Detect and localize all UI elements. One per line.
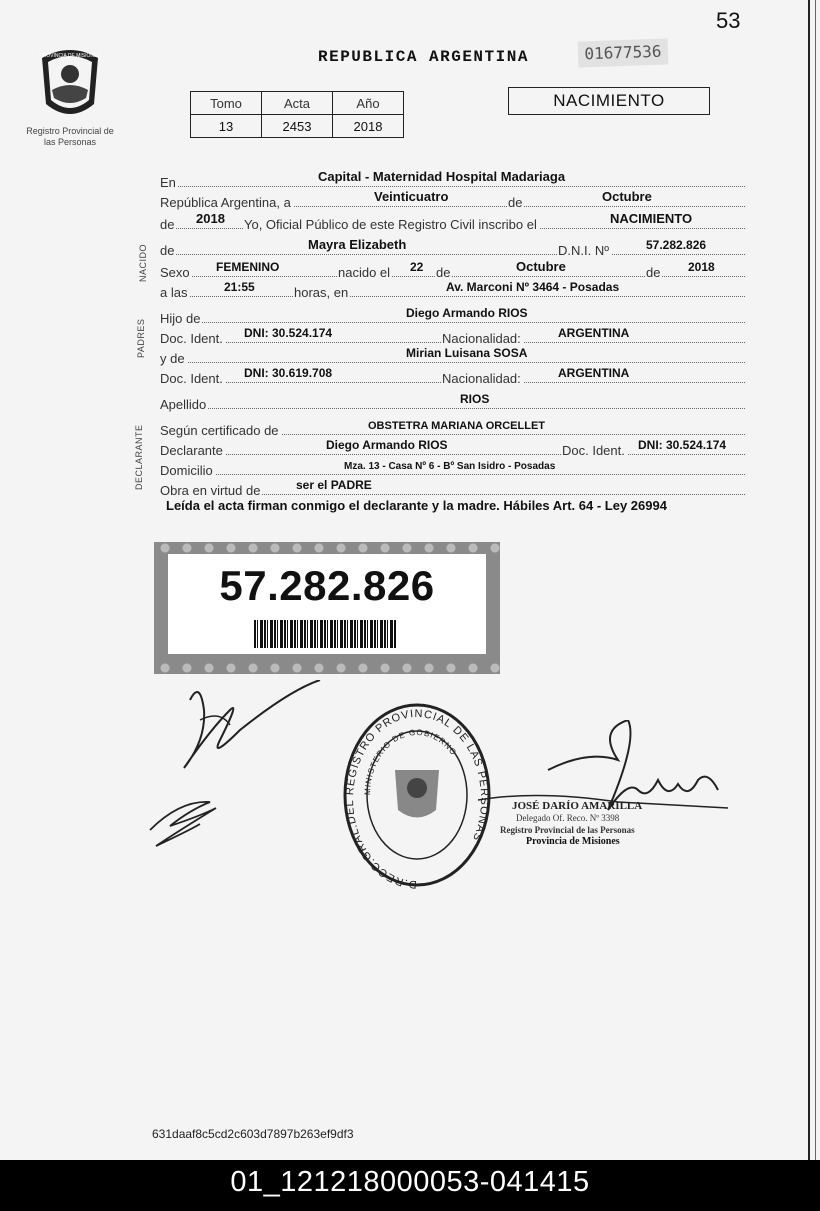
label-domicilio: Domicilio [160, 463, 213, 478]
label-doc-ident-2: Doc. Ident. [160, 371, 223, 386]
closing-text: Leída el acta firman conmigo el declarante y la madre. Hábiles Art. 64 - Ley 26994 [166, 498, 667, 513]
label-de-2: de [160, 217, 175, 232]
row-father [160, 304, 745, 326]
side-label-padres: PADRES [136, 318, 146, 358]
mother-signature [140, 790, 230, 860]
province-seal-logo [34, 44, 106, 124]
label-yo-oficial: Yo, Oficial Público de este Registro Civil inscribo el [244, 217, 537, 232]
label-en: En [160, 175, 176, 190]
registry-header-ano: Año [333, 92, 404, 115]
official-province: Provincia de Misiones [526, 836, 620, 847]
value-day-words: Veinticuatro [374, 189, 449, 204]
official-role: Delegado Of. Reco. Nº 3398 [516, 813, 620, 823]
row-name [160, 236, 745, 258]
value-father-name: Diego Armando RIOS [406, 306, 528, 320]
dni-sticker-inner [168, 554, 486, 654]
value-declarant-name: Diego Armando RIOS [326, 438, 448, 452]
row-inscription [160, 210, 745, 232]
value-place: Capital - Maternidad Hospital Madariaga [318, 169, 566, 184]
value-birth-year: 2018 [688, 260, 715, 274]
row-time-place [160, 278, 745, 300]
row-mother [160, 344, 745, 366]
declarant-signature [170, 680, 330, 780]
value-mother-nationality: ARGENTINA [558, 366, 630, 380]
label-republica-a: República Argentina, a [160, 195, 291, 210]
label-nacionalidad-2: Nacionalidad: [442, 371, 521, 386]
registry-value-ano: 2018 [333, 115, 404, 138]
value-certificate: OBSTETRA MARIANA ORCELLET [368, 420, 546, 432]
label-y-de: y de [160, 351, 185, 366]
registry-value-tomo: 13 [191, 115, 262, 138]
value-dni: 57.282.826 [646, 238, 707, 252]
page-edge-shadow [815, 0, 816, 1160]
label-obra-en-virtud: Obra en virtud de [160, 483, 261, 498]
label-declarante: Declarante [160, 443, 223, 458]
dni-sticker [154, 542, 500, 674]
registry-value-row [191, 115, 404, 138]
logo-caption: Registro Provincial de las Personas [26, 126, 114, 147]
side-label-nacido: NACIDO [138, 243, 148, 282]
label-de-5: de [646, 265, 661, 280]
value-by-virtue: ser el PADRE [296, 478, 372, 492]
value-declarant-doc: DNI: 30.524.174 [638, 438, 727, 452]
row-declarant-address [160, 456, 745, 478]
value-surname: RIOS [460, 392, 490, 406]
page-number: 53 [716, 8, 741, 33]
official-name: JOSÉ DARÍO AMARILLA [512, 800, 643, 812]
document-hash: 631daaf8c5cd2c603d7897b263ef9df3 [152, 1127, 354, 1141]
registry-value-acta: 2453 [262, 115, 333, 138]
official-stamp [340, 700, 495, 890]
row-sex-birth [160, 258, 745, 280]
label-a-las: a las [160, 285, 188, 300]
label-nacionalidad-1: Nacionalidad: [442, 331, 521, 346]
registry-header-row [191, 92, 404, 115]
value-time: 21:55 [224, 280, 255, 294]
label-doc-ident-3: Doc. Ident. [562, 443, 625, 458]
row-mother-doc [160, 364, 745, 386]
row-declarant [160, 436, 745, 458]
value-declarant-address: Mza. 13 - Casa Nº 6 - Bº San Isidro - Posadas [344, 461, 556, 472]
registry-header-acta: Acta [262, 92, 333, 115]
stamp-text: D.RECC.GRAL.DEL REGISTRO PROVINCIAL DE LAS PERSONAS [344, 707, 491, 890]
document-title: REPUBLICA ARGENTINA [318, 48, 529, 66]
value-sex: FEMENINO [216, 260, 280, 274]
label-segun-certificado: Según certificado de [160, 423, 279, 438]
value-birth-month: Octubre [516, 259, 566, 274]
registry-header-tomo: Tomo [191, 92, 262, 115]
value-address: Av. Marconi Nº 3464 - Posadas [446, 280, 620, 294]
label-horas-en: horas, en [294, 285, 349, 300]
value-inscription: NACIMIENTO [610, 211, 693, 226]
label-hijo-de: Hijo de [160, 311, 201, 326]
stamp-inner-text: MINISTERIO DE GOBIERNO [362, 727, 459, 796]
value-father-nationality: ARGENTINA [558, 326, 630, 340]
label-de-3: de [160, 243, 175, 258]
value-father-doc: DNI: 30.524.174 [244, 326, 333, 340]
label-doc-ident-1: Doc. Ident. [160, 331, 223, 346]
label-apellido: Apellido [160, 397, 207, 412]
sticker-border-bottom [154, 662, 500, 674]
value-month: Octubre [602, 189, 652, 204]
value-name: Mayra Elizabeth [308, 237, 407, 252]
document-type-box: NACIMIENTO [508, 87, 710, 115]
scan-id-bar: 01_121218000053-041415 [0, 1160, 820, 1211]
official-signature-block [500, 800, 642, 847]
row-date [160, 188, 745, 210]
row-place [160, 168, 745, 190]
official-org: Registro Provincial de las Personas [500, 825, 635, 835]
serial-number: 01677536 [578, 38, 669, 67]
page-edge [808, 0, 810, 1160]
value-birth-day: 22 [410, 260, 424, 274]
side-label-declarante: DECLARANTE [134, 424, 144, 490]
dni-sticker-number: 57.282.826 [219, 562, 435, 609]
row-by-virtue [160, 476, 745, 498]
value-mother-doc: DNI: 30.619.708 [244, 366, 333, 380]
value-year: 2018 [196, 211, 225, 226]
label-sexo: Sexo [160, 265, 190, 280]
logo-lettering: PROVINCIA DE MISIONES [39, 53, 101, 59]
barcode [254, 620, 396, 648]
row-father-doc [160, 324, 745, 346]
label-dni: D.N.I. Nº [558, 243, 609, 258]
row-surname [160, 390, 745, 412]
label-nacido-el: nacido el [338, 265, 391, 280]
sticker-border-top [154, 542, 500, 554]
value-mother-name: Mirian Luisana SOSA [406, 346, 528, 360]
registry-table [190, 91, 404, 138]
row-certificate [160, 416, 745, 438]
label-de-4: de [436, 265, 451, 280]
label-de-1: de [508, 195, 523, 210]
